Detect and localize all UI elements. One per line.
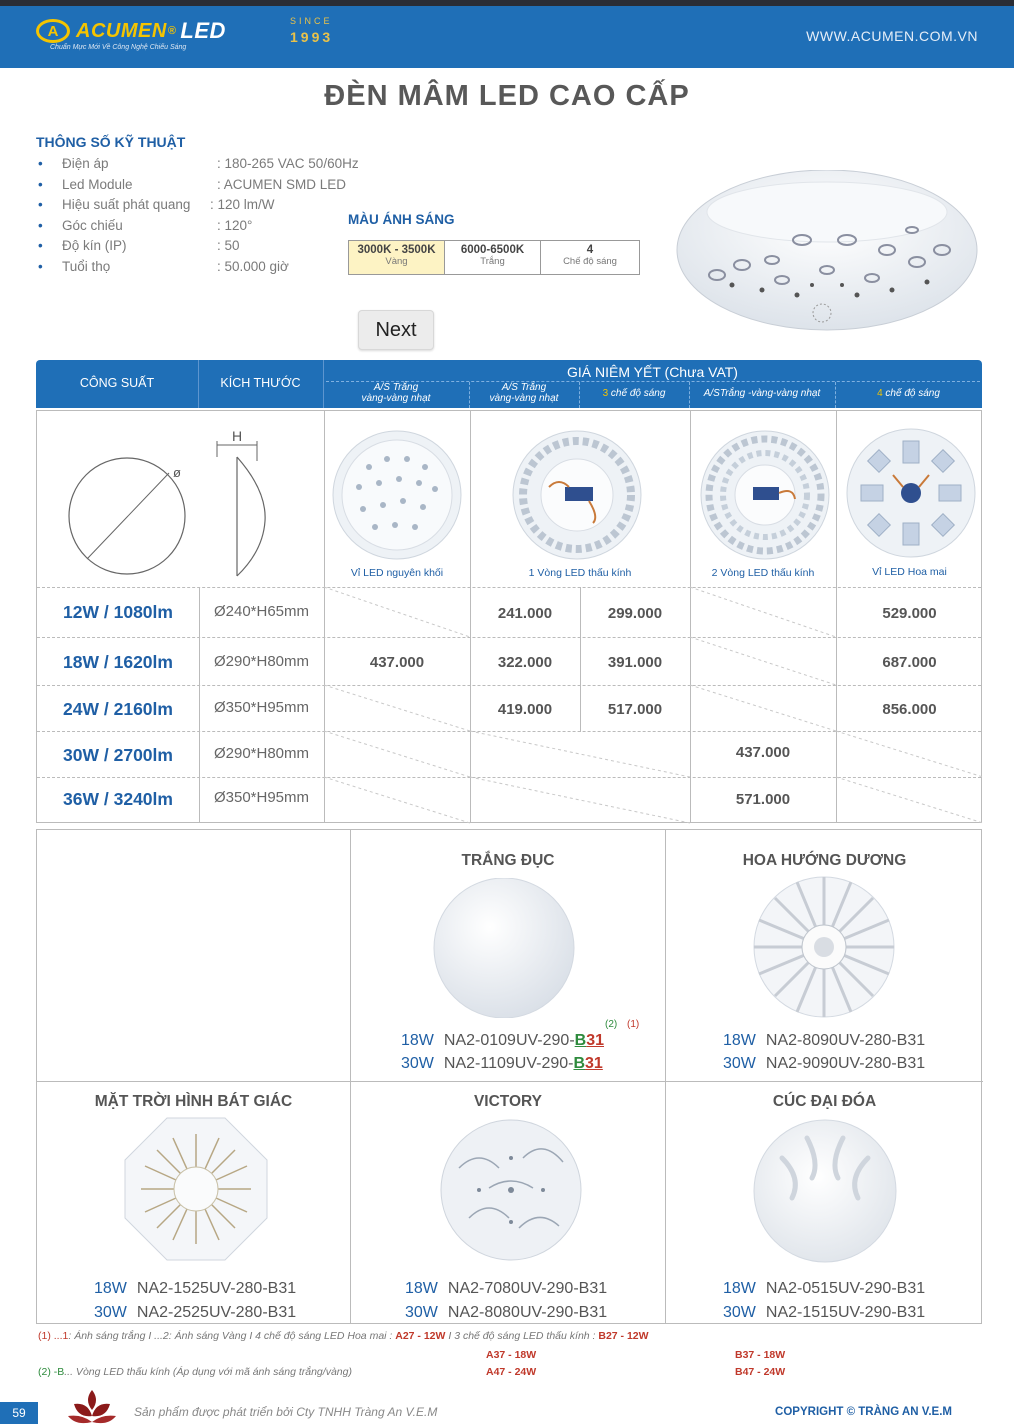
row-size: Ø290*H80mm (213, 745, 310, 762)
since-year: 1993 (290, 29, 334, 45)
product-name: TRẮNG ĐỤC (461, 852, 555, 869)
row-size: Ø290*H80mm (213, 653, 310, 670)
row-power: 12W / 1080lm (63, 602, 173, 622)
price-cell: 529.000 (882, 605, 937, 622)
spec-item (38, 177, 359, 198)
light-color-title: MÀU ÁNH SÁNG (348, 212, 455, 227)
copyright: COPYRIGHT © TRÀNG AN V.E.M (775, 1406, 952, 1418)
spec-item (38, 259, 359, 280)
row-power: 24W / 2160lm (63, 699, 173, 719)
bullet-icon: • (38, 156, 43, 171)
product-code-line: 18W NA2-0109UV-290-B31 (401, 1032, 605, 1049)
row-size: Ø350*H95mm (213, 699, 310, 716)
header-bar (0, 6, 1014, 68)
product-code-line: 30W NA2-9090UV-280-B31 (723, 1055, 926, 1072)
spec-label: Độ kín (IP) (62, 238, 127, 254)
price-table-header (36, 360, 982, 408)
footer-text: Sản phẩm được phát triển bởi Cty TNHH Tràng An V.E.M (134, 1405, 438, 1419)
spec-label: Led Module (62, 176, 133, 192)
product-cell (37, 1082, 351, 1323)
product-code-line: 18W NA2-8090UV-280-B31 (723, 1032, 926, 1049)
product-code-line: 30W NA2-8080UV-290-B31 (405, 1304, 608, 1321)
header-power: CÔNG SUẤT (79, 376, 155, 390)
spec-value: : 50.000 giờ (217, 258, 289, 274)
spec-title: THÔNG SỐ KỸ THUẬT (36, 134, 186, 150)
spec-value: : 180-265 VAC 50/60Hz (217, 156, 359, 171)
product-code-line: 18W NA2-0515UV-290-B31 (723, 1280, 926, 1297)
victory-lamp-image (439, 1118, 583, 1262)
module-caption-1: Vỉ LED nguyên khối (350, 567, 444, 579)
product-name: VICTORY (473, 1093, 543, 1110)
daisy-lamp-image (752, 1118, 898, 1264)
spec-item (38, 197, 359, 218)
spec-value: : 120 lm/W (210, 197, 275, 213)
ceiling-lamp-hero-image (672, 170, 982, 338)
spec-list (38, 156, 359, 280)
price-cell: 322.000 (497, 654, 553, 671)
price-cell: 299.000 (607, 605, 663, 622)
spec-label: Hiệu suất phát quang (62, 197, 191, 213)
price-cell: 241.000 (497, 605, 553, 622)
subheader-4: A/STrắng -vàng-vàng nhạt (703, 388, 821, 399)
subheader-5: 4 chế độ sáng (877, 388, 940, 399)
bullet-icon: • (38, 176, 43, 192)
page-number: 59 (0, 1402, 38, 1424)
spec-item (38, 156, 359, 177)
product-code-line: 30W NA2-2525UV-280-B31 (94, 1304, 297, 1321)
marker-1: (1) (627, 1019, 640, 1030)
note-hoa-mai-18w: A37 - 18W (486, 1349, 537, 1361)
price-cell: 437.000 (735, 744, 791, 761)
page-title: ĐÈN MÂM LED CAO CẤP (324, 80, 690, 112)
height-label: H (232, 428, 243, 444)
spec-label: Điện áp (62, 156, 109, 171)
note-1: (1) ...1: Ánh sáng trắng I ...2: Ánh sáng Vàng I 4 chế độ sáng LED Hoa mai : A27 - 12W I 3 chế độ sáng LED thấu kính : B27 - 12W (38, 1330, 649, 1342)
spec-value: : 50 (217, 238, 240, 254)
product-name: HOA HƯỚNG DƯƠNG (742, 852, 907, 869)
logo-led: LED (180, 18, 226, 43)
note-2: (2) -B... Vòng LED thấu kính (Áp dụng với mã ánh sáng trắng/vàng) (38, 1366, 352, 1378)
subheader-3: 3 chế độ sáng (602, 388, 666, 399)
product-code-line: 18W NA2-1525UV-280-B31 (94, 1280, 297, 1297)
logo-tagline: Chuẩn Mực Mới Về Công Nghệ Chiếu Sáng (50, 44, 187, 51)
price-cell: 687.000 (882, 654, 937, 671)
price-cell: 391.000 (607, 654, 663, 671)
note-lens-24w: B47 - 24W (735, 1366, 786, 1378)
price-cell: 571.000 (735, 791, 791, 808)
trang-an-logo-icon (64, 1386, 120, 1424)
spec-value: : 120° (217, 217, 253, 233)
logo-brand: ACUMEN (76, 19, 167, 42)
light-color-options (348, 240, 640, 275)
logo-a-icon: A (36, 19, 70, 43)
sunflower-lamp-image (749, 875, 899, 1020)
module-caption-3: 2 Vòng LED thấu kính (711, 567, 815, 579)
product-code-line: 18W NA2-7080UV-290-B31 (405, 1280, 608, 1297)
price-cell: 419.000 (497, 701, 553, 718)
marker-2: (2) (605, 1019, 618, 1030)
acumen-logo (36, 18, 226, 44)
bullet-icon: • (38, 238, 43, 254)
product-cell (666, 1082, 983, 1323)
since-label: SINCE (290, 16, 333, 26)
spec-item (38, 238, 359, 259)
color-option-modes: 4 Chế độ sáng (541, 241, 639, 274)
price-cell: 437.000 (369, 654, 425, 671)
note-lens-18w: B37 - 18W (735, 1349, 786, 1361)
row-size: Ø240*H65mm (213, 603, 310, 620)
next-button[interactable]: Next (358, 310, 434, 350)
spec-label: Góc chiếu (62, 217, 123, 233)
row-power: 36W / 3240lm (63, 789, 173, 809)
row-size: Ø350*H95mm (213, 789, 310, 806)
product-code-line: 30W NA2-1515UV-290-B31 (723, 1304, 926, 1321)
subheader-1: A/S Trắng vàng-vàng nhạt (361, 382, 431, 404)
product-grid (36, 829, 982, 1324)
milky-lamp-image (429, 878, 579, 1018)
website-link[interactable]: WWW.ACUMEN.COM.VN (806, 28, 978, 44)
note-hoa-mai-24w: A47 - 24W (486, 1366, 537, 1378)
color-option-white: 6000-6500K Trắng (445, 241, 541, 274)
diameter-label: ø (173, 465, 181, 480)
product-cell-empty (37, 830, 351, 1082)
spec-value: : ACUMEN SMD LED (217, 176, 347, 192)
product-cell (351, 830, 666, 1082)
bullet-icon: • (38, 217, 43, 233)
logo-registered: ® (167, 25, 177, 37)
header-size: KÍCH THƯỚC (220, 376, 301, 390)
price-table (36, 410, 982, 823)
spec-label: Tuổi thọ (62, 258, 111, 274)
module-caption-4: Vỉ LED Hoa mai (872, 566, 947, 578)
product-cell (666, 830, 983, 1082)
spec-item (38, 218, 359, 239)
header-price-group: GIÁ NIÊM YẾT (Chưa VAT) (567, 364, 738, 380)
price-cell: 856.000 (882, 701, 937, 718)
product-cell (351, 1082, 666, 1323)
row-power: 18W / 1620lm (63, 652, 173, 672)
octagon-sun-lamp-image (123, 1116, 269, 1262)
subheader-2: A/S Trắng vàng-vàng nhạt (489, 382, 559, 404)
price-cell: 517.000 (607, 701, 663, 718)
color-option-warm: 3000K - 3500K Vàng (349, 241, 445, 274)
bullet-icon: • (38, 197, 43, 213)
product-name: MẶT TRỜI HÌNH BÁT GIÁC (94, 1093, 293, 1110)
bullet-icon: • (38, 258, 43, 274)
row-power: 30W / 2700lm (63, 745, 173, 765)
product-code-line: 30W NA2-1109UV-290-B31 (401, 1055, 603, 1072)
module-caption-2: 1 Vòng LED thấu kính (528, 567, 632, 579)
product-name: CÚC ĐẠI ĐÓA (772, 1093, 877, 1110)
